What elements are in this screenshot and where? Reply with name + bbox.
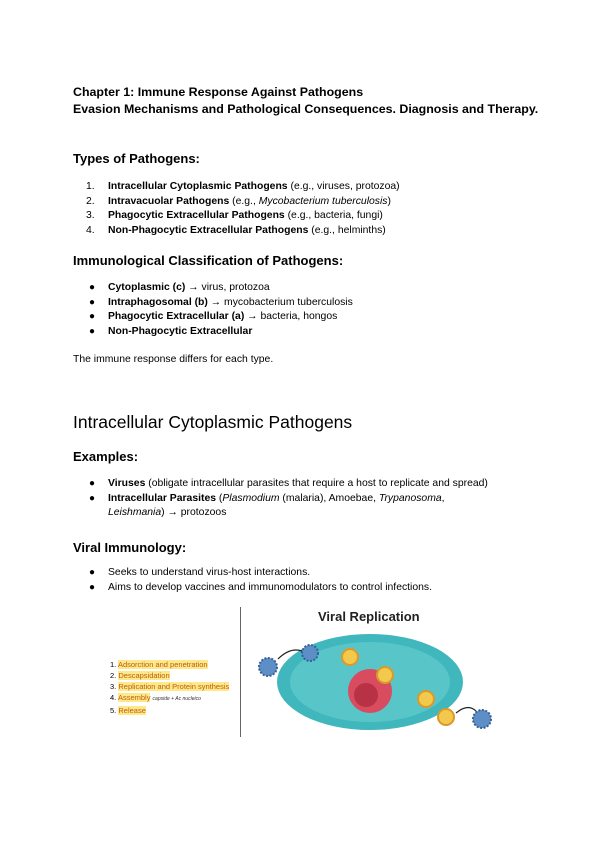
chapter-title	[73, 84, 543, 118]
pathogen-examples: (e.g., viruses, protozoa)	[287, 181, 400, 192]
step-label: Descapsidation	[118, 671, 170, 680]
nucleolus	[354, 683, 378, 707]
steps-list	[110, 659, 229, 716]
class-name: Cytoplasmic (c)	[108, 282, 186, 293]
pathogen-type: Phagocytic Extracellular Pathogens	[108, 210, 285, 222]
step-label: Release	[118, 706, 146, 715]
virus-icon	[342, 649, 358, 665]
list-item	[73, 209, 543, 224]
assembly-note: capside + Ac nucleico	[152, 696, 201, 702]
bullet-icon: ●	[89, 296, 96, 308]
list-item	[73, 180, 543, 195]
step-label: Assembly	[117, 693, 151, 702]
figure-divider	[240, 607, 241, 737]
pathogen-examples: (e.g.,	[229, 195, 259, 207]
step-item: 4. Assembly capside + Ac nucleico	[110, 693, 201, 702]
immune-note: The immune response differs for each type.	[73, 354, 274, 365]
viral-replication-figure	[110, 607, 500, 737]
example-desc: (obligate intracellular parasites that require a host to replicate and spread)	[145, 478, 488, 489]
viral-heading: Viral Immunology:	[73, 540, 187, 555]
list-item	[73, 325, 543, 340]
list-item	[73, 581, 543, 596]
virus-icon	[377, 667, 393, 683]
example-name: Viruses	[108, 478, 146, 489]
virus-icon	[259, 658, 277, 676]
species-leishmania: Leishmania	[108, 507, 162, 519]
example-desc: (malaria), Amoebae,	[279, 492, 379, 504]
chapter-title-line2: Evasion Mechanisms and Pathological Consequences. Diagnosis and Therapy.	[73, 102, 539, 116]
viral-list	[73, 566, 543, 595]
step-item: 5. Release	[110, 706, 146, 715]
virus-icon	[418, 691, 434, 707]
step-item: 2. Descapsidation	[110, 671, 170, 680]
list-item	[73, 492, 543, 521]
replication-diagram	[250, 607, 500, 737]
class-examples: → bacteria, hongos	[244, 311, 338, 323]
pathogen-examples-end: )	[387, 195, 391, 207]
bullet-icon: ●	[89, 311, 96, 323]
arrow-icon	[456, 707, 476, 713]
step-item: 1. Adsorction and penetration	[110, 660, 208, 669]
bullet-icon: ●	[89, 326, 96, 338]
pathogen-type: Non-Phagocytic Extracellular Pathogens	[108, 225, 309, 237]
pathogen-species: Mycobacterium tuberculosis	[258, 195, 388, 207]
list-item	[73, 566, 543, 581]
step-label: Adsorction and penetration	[117, 660, 208, 669]
virus-icon	[438, 709, 454, 725]
list-item	[73, 296, 543, 311]
class-name: Intraphagosomal (b)	[108, 296, 208, 308]
step-label: Replication and Protein synthesis	[118, 682, 230, 691]
list-number: 2.	[86, 195, 95, 207]
types-list	[73, 180, 543, 239]
viral-item: Seeks to understand virus-host interactions.	[108, 567, 311, 578]
examples-list	[73, 477, 543, 521]
classification-list	[73, 281, 543, 340]
examples-heading: Examples:	[73, 449, 139, 464]
pathogen-type: Intracellular Cytoplasmic Pathogens	[108, 181, 288, 192]
list-item	[73, 310, 543, 325]
example-desc: (	[216, 492, 223, 504]
virus-icon	[473, 710, 491, 728]
list-number: 3.	[86, 210, 95, 222]
species-plasmodium: Plasmodium	[222, 492, 280, 504]
class-name: Non-Phagocytic Extracellular	[108, 326, 253, 338]
pathogen-examples: (e.g., helminths)	[308, 225, 386, 237]
example-name: Intracellular Parasites	[108, 492, 217, 504]
section-title: Intracellular Cytoplasmic Pathogens	[73, 412, 353, 432]
pathogen-examples: (e.g., bacteria, fungi)	[284, 210, 383, 222]
bullet-icon: ●	[89, 282, 96, 293]
list-number: 1.	[86, 181, 95, 192]
list-item	[73, 195, 543, 210]
viral-item: Aims to develop vaccines and immunomodulators to control infections.	[108, 581, 433, 593]
virus-icon	[302, 645, 318, 661]
types-heading: Types of Pathogens:	[73, 151, 200, 166]
bullet-icon: ●	[89, 478, 96, 489]
step-item: 3. Replication and Protein synthesis	[110, 682, 230, 691]
example-desc: ) → protozoos	[161, 507, 227, 519]
class-examples: → mycobacterium tuberculosis	[207, 296, 353, 308]
class-examples: → virus, protozoa	[185, 282, 270, 293]
bullet-icon: ●	[89, 492, 96, 504]
chapter-title-line1: Chapter 1: Immune Response Against Pathogens	[73, 85, 364, 99]
pathogen-type: Intravacuolar Pathogens	[108, 195, 230, 207]
list-item	[73, 281, 543, 296]
bullet-icon: ●	[89, 567, 96, 578]
example-desc: ,	[441, 492, 445, 504]
species-trypanosoma: Trypanosoma	[378, 492, 442, 504]
classification-heading: Immunological Classification of Pathogens:	[73, 253, 344, 268]
diagram-title: Viral Replication	[318, 609, 420, 624]
list-number: 4.	[86, 225, 95, 237]
list-item	[73, 224, 543, 239]
class-name: Phagocytic Extracellular (a)	[108, 311, 245, 323]
list-item	[73, 477, 543, 492]
bullet-icon: ●	[89, 581, 96, 593]
